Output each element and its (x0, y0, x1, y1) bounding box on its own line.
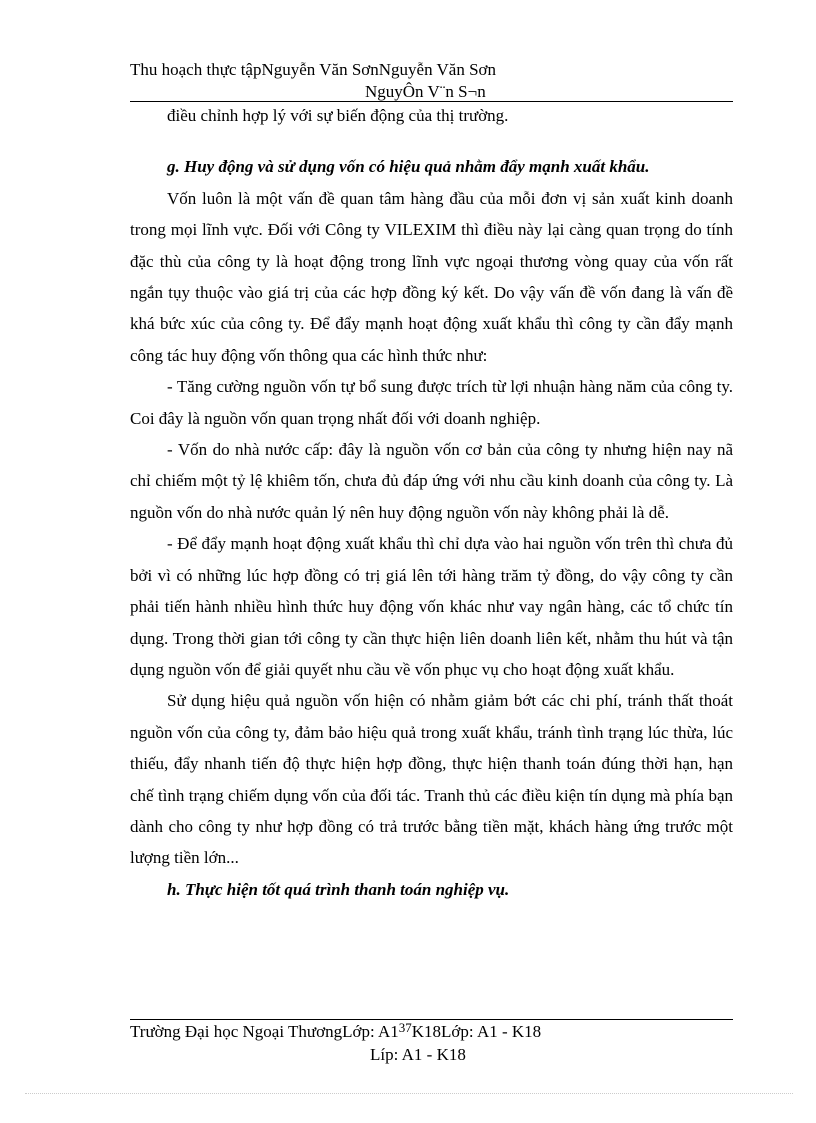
running-footer (130, 1022, 541, 1042)
continuation-paragraph: điều chỉnh hợp lý với sự biến động của thị trường. (167, 106, 509, 125)
running-header: Thu hoạch thực tậpNguyễn Văn SơnNguyễn Văn Sơn (130, 60, 497, 79)
paragraph-1: Vốn luôn là một vấn đề quan tâm hàng đầu của mỗi đơn vị sản xuất kinh doanh trong mọi lĩnh vực. Đối với Công ty VILEXIM thì điều này lại càng quan trọng do tính đặc thù của công ty là hoạt động trong lĩnh vực ngoại thương vòng quay của vốn rất ngắn tụy thuộc vào giá trị của các hợp đồng ký kết. Do vậy vấn đề vốn đang là vấn đề khá bức xúc của công ty. Để đẩy mạnh hoạt động xuất khẩu thì công ty cần đẩy mạnh công tác huy động vốn thông qua các hình thức như: (130, 188, 733, 365)
footer-school: Trường Đại học Ngoại ThươngLớp: A1 (130, 1022, 399, 1041)
page-number: 37 (398, 1020, 412, 1035)
section-spacer (130, 131, 733, 151)
paragraph-3: - Vốn do nhà nước cấp: đây là nguồn vốn cơ bản của công ty nhưng hiện nay nã chỉ chiếm một tỷ lệ khiêm tốn, chưa đủ đáp ứng với nhu cầu kinh doanh của công ty. Là nguồn vốn do nhà nước quản lý nên huy động nguồn vốn này không phải là dễ. (130, 440, 733, 522)
running-header-author: NguyÔn V¨n S¬n (365, 82, 486, 101)
section-heading-h: h. Thực hiện tốt quá trình thanh toán nghiệp vụ. (167, 879, 510, 899)
paragraph-4: - Để đẩy mạnh hoạt động xuất khẩu thì chỉ dựa vào hai nguồn vốn trên thì chưa đủ bởi vì có những lúc hợp đồng có trị giá lên tới hàng trăm tỷ đồng, do vậy công ty cần phải tiến hành nhiều hình thức huy động vốn khác như vay ngân hàng, các tổ chức tín dụng. Trong thời gian tới công ty cần thực hiện liên doanh liên kết, nhằm thu hút và tận dụng nguồn vốn để giải quyết nhu cầu về vốn phục vụ cho hoạt động xuất khẩu. (130, 534, 733, 679)
paragraph-5: Sử dụng hiệu quả nguồn vốn hiện có nhằm giảm bớt các chi phí, tránh thất thoát nguồn vốn của công ty, đảm bảo hiệu quả trong xuất khẩu, tránh tình trạng lúc thừa, lúc thiếu, đẩy nhanh tiến độ thực hiện hợp đồng, thực hiện thanh toán đúng thời hạn, hạn chế tình trạng chiếm dụng vốn của đối tác. Tranh thủ các điều kiện tín dụng mà phía bạn dành cho công ty như hợp đồng có trả trước bằng tiền mặt, khách hàng ứng trước một lượng tiền lớn... (130, 691, 733, 868)
running-footer-class: Líp: A1 - K18 (370, 1045, 466, 1064)
document-body (130, 100, 733, 905)
paragraph-2: - Tăng cường nguồn vốn tự bổ sung được trích từ lợi nhuận hàng năm của công ty. Coi đây là nguồn vốn quan trọng nhất đối với doanh nghiệp. (130, 377, 733, 428)
page-edge (25, 1093, 793, 1094)
footer-divider (130, 1019, 733, 1020)
section-heading-g: g. Huy động và sử dụng vốn có hiệu quả nhằm đẩy mạnh xuất khẩu. (167, 157, 650, 177)
footer-class: K18Lớp: A1 - K18 (411, 1022, 542, 1041)
